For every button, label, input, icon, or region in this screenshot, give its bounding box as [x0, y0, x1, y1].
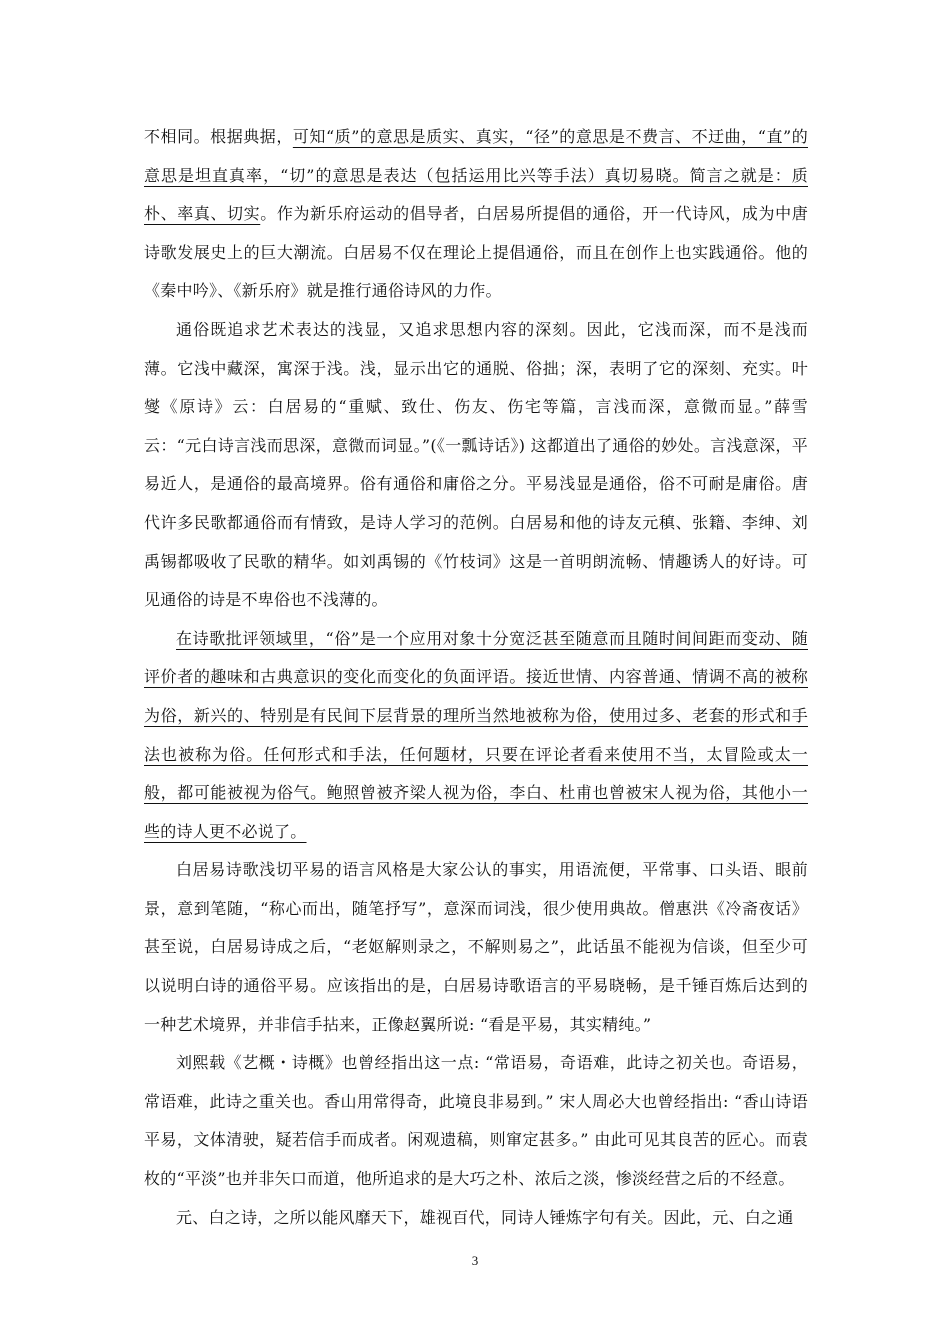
paragraph-6: 元、白之诗，之所以能风靡天下，雄视百代，同诗人锤炼字句有关。因此，元、白之通 [176, 1207, 794, 1227]
paragraph-1-lead: 不相同。根据典据， [144, 127, 293, 146]
paragraph-3 [144, 620, 808, 852]
paragraph-3-underlined: 在诗歌批评领域里，“俗”是一个应用对象十分宽泛甚至随意而且随时间间距而变动、随评价者的趣味和古典意识的变化而变化的负面评语。接近世情、内容普通、情调不高的被称为俗，新兴的、特别是有民间下层背景的理所当然地被称为俗，使用过多、老套的形式和手法也被称为俗。任何形式和手法，任何题材，只要在评论者看来使用不当，太冒险或太一般，都可能被视为俗气。鲍照曾被齐梁人视为俗，李白、杜甫也曾被宋人视为俗，其他小一些的诗人更不必说了。 [144, 628, 808, 841]
paragraph-5: 刘熙载《艺概・诗概》也曾经指出这一点: “常语易，奇语难，此诗之初关也。奇语易，常语难，此诗之重关也。香山用常得奇，此境良非易到。” 宋人周必大也曾经指出: “香山诗语平易，文体清驶，疑若信手而成者。闲观遗稿，则窜定甚多。” 由此可见其良苦的匠心。而袁枚的“平淡”也并非矢口而道，他所追求的是大巧之朴、浓后之淡，惨淡经营之后的不经意。 [144, 1053, 808, 1189]
paragraph-4: 白居易诗歌浅切平易的语言风格是大家公认的事实，用语流便，平常事、口头语、眼前景，意到笔随，“称心而出，随笔抒写”，意深而词浅，很少使用典故。僧惠洪《冷斋夜话》甚至说，白居易诗成之后，“老妪解则录之，不解则易之”，此话虽不能视为信谈，但至少可以说明白诗的通俗平易。应该指出的是，白居易诗歌语言的平易晓畅，是千锤百炼后达到的一种艺术境界，并非信手拈来，正像赵翼所说: “看是平易，其实精纯。” [144, 860, 808, 1034]
paragraph-1 [144, 118, 808, 311]
paragraph-2: 通俗既追求艺术表达的浅显，又追求思想内容的深刻。因此，它浅而深，而不是浅而薄。它浅中藏深，寓深于浅。浅，显示出它的通脱、俗拙；深，表明了它的深刻、充实。叶燮《原诗》云：白居易的“重赋、致仕、伤友、伤宅等篇，言浅而深，意微而显。”薛雪云：“元白诗言浅而思深，意微而词显。”(《一瓢诗话》) 这都道出了通俗的妙处。言浅意深，平易近人，是通俗的最高境界。俗有通俗和庸俗之分。平易浅显是通俗，俗不可耐是庸俗。唐代许多民歌都通俗而有情致，是诗人学习的范例。白居易和他的诗友元稹、张籍、李绅、刘禹锡都吸收了民歌的精华。如刘禹锡的《竹枝词》这是一首明朗流畅、情趣诱人的好诗。可见通俗的诗是不卑俗也不浅薄的。 [144, 319, 808, 610]
body-text [144, 118, 808, 1237]
paragraph-1-tail: 。作为新乐府运动的倡导者，白居易所提倡的通俗，开一代诗风，成为中唐诗歌发展史上的巨大潮流。白居易不仅在理论上提倡通俗，而且在创作上也实践通俗。他的《秦中吟》、《新乐府》就是推行通俗诗风的力作。 [144, 204, 808, 301]
page-number: 3 [471, 1253, 479, 1268]
paragraph-1-underlined: 可知“质”的意思是质实、真实，“径”的意思是不费言、不迂曲，“直”的意思是坦直真率，“切”的意思是表达（包括运用比兴等手法）真切易晓。简言之就是：质朴、率真、切实 [144, 127, 808, 224]
